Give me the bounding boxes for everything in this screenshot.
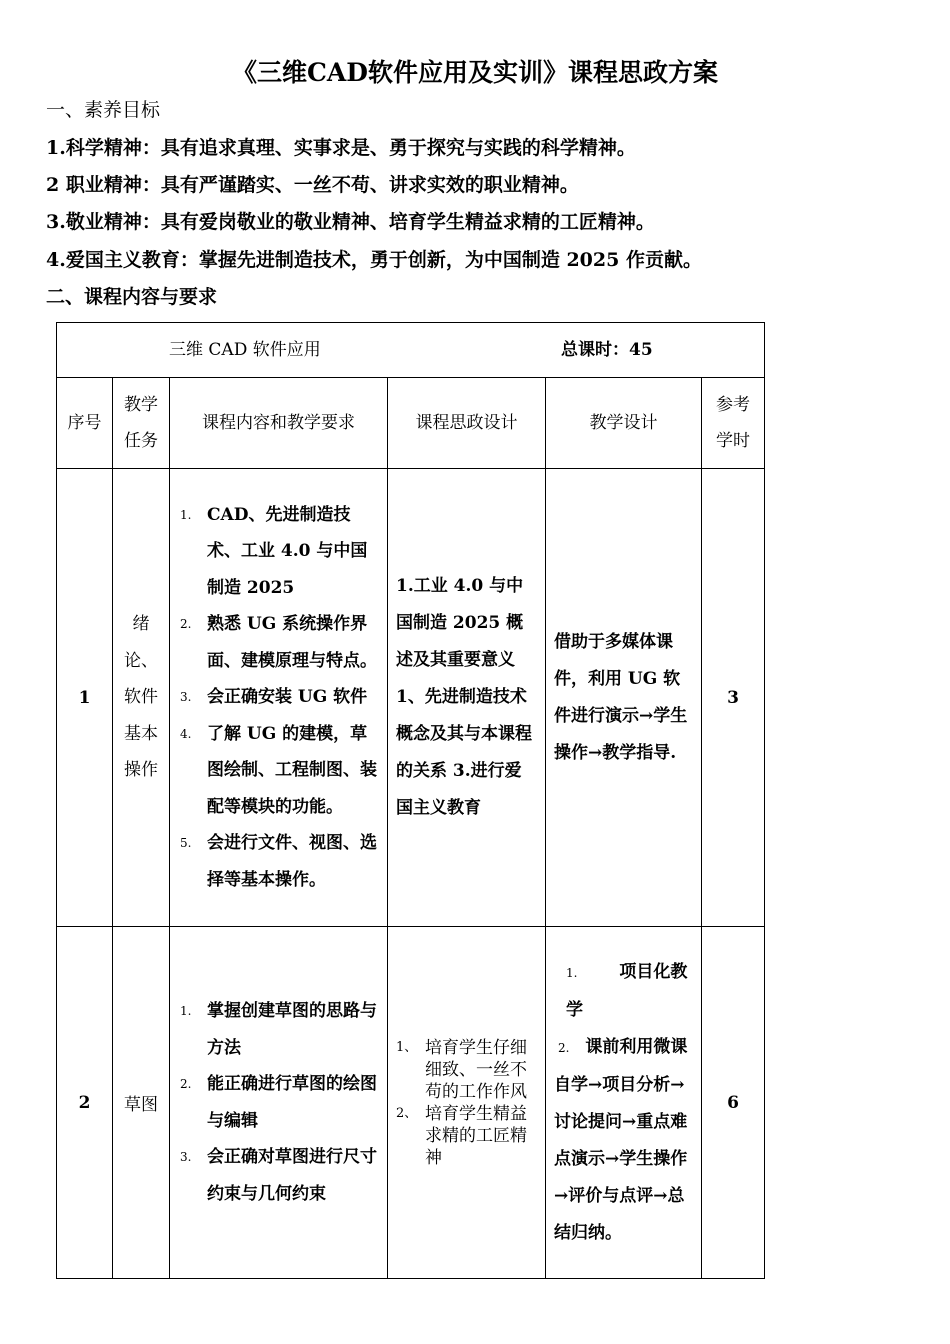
- header-task-line1: 教学: [124, 395, 158, 415]
- header-task: [113, 378, 170, 469]
- total-hours: 总课时：45: [561, 340, 653, 360]
- row-task-line: 基本: [124, 723, 158, 744]
- table-header-row: [57, 378, 765, 469]
- list-text: 课前利用微课自学→项目分析→讨论提问→重点难点演示→学生操作→评价与点评→总结归纳。: [554, 1036, 688, 1243]
- list-text: 培育学生仔细细致、一丝不苟的工作作风: [425, 1037, 527, 1102]
- row-ideo: [388, 927, 546, 1279]
- header-content: 课程内容和教学要求: [170, 378, 388, 469]
- list-item: [170, 679, 381, 716]
- list-text: 掌握创建草图的思路与方法: [207, 1001, 377, 1058]
- list-text: 项目化教学: [566, 961, 688, 1020]
- list-text: 培育学生精益求精的工匠精神: [425, 1103, 527, 1168]
- list-item: [170, 716, 381, 826]
- row-task: [113, 469, 170, 927]
- ideo-list: [388, 1037, 545, 1169]
- list-number: 4.: [180, 726, 192, 741]
- row-design: [546, 927, 702, 1279]
- list-item: [170, 825, 381, 898]
- goal-patriotism: 4.爱国主义教育：掌握先进制造技术，勇于创新，为中国制造 2025 作贡献。: [46, 249, 702, 271]
- row-no: 2: [57, 927, 113, 1279]
- list-number: 5.: [180, 836, 192, 851]
- list-item: [170, 497, 381, 607]
- list-number: 2.: [558, 1040, 570, 1055]
- list-number: 2.: [180, 617, 192, 632]
- list-text: CAD、先进制造技术、工业 4.0 与中国制造 2025: [207, 504, 368, 598]
- row-content: [170, 927, 388, 1279]
- table-row: [57, 927, 765, 1279]
- course-name: 三维 CAD 软件应用: [169, 340, 321, 360]
- list-text: 熟悉 UG 系统操作界面、建模原理与特点。: [207, 614, 377, 671]
- list-number: 1.: [180, 1004, 192, 1018]
- list-item: [170, 606, 381, 679]
- list-text: 会进行文件、视图、选择等基本操作。: [207, 833, 377, 890]
- header-ideo: 课程思政设计: [388, 378, 546, 469]
- row-task-line: 软件: [124, 687, 158, 708]
- row-task-line: 操作: [124, 760, 158, 781]
- course-table: [56, 322, 765, 1279]
- goal-science: 1.科学精神：具有追求真理、实事求是、勇于探究与实践的科学精神。: [46, 137, 636, 159]
- list-number: 1.: [566, 965, 578, 980]
- design-item: [554, 1029, 693, 1252]
- list-number: 2.: [180, 1077, 192, 1091]
- header-no: 序号: [57, 378, 113, 469]
- row-task-line: 绪: [132, 614, 150, 635]
- list-text: 了解 UG 的建模，草图绘制、工程制图、装配等模块的功能。: [207, 723, 377, 817]
- list-number: 3.: [180, 1150, 192, 1164]
- row-content: [170, 469, 388, 927]
- goal-dedication: 3.敬业精神：具有爱岗敬业的敬业精神、培育学生精益求精的工匠精神。: [46, 211, 655, 233]
- list-item: [170, 1139, 381, 1212]
- list-number: 2、: [396, 1105, 418, 1121]
- content-list: [170, 497, 387, 899]
- list-item: [388, 1103, 539, 1169]
- header-design: 教学设计: [546, 378, 702, 469]
- content-list: [170, 993, 387, 1212]
- list-text: 会正确对草图进行尺寸约束与几何约束: [207, 1147, 377, 1204]
- row-ideo: 1.工业 4.0 与中国制造 2025 概述及其重要意义 1、先进制造技术概念及其与本课程的关系 3.进行爱国主义教育: [388, 469, 546, 927]
- table-banner: [57, 323, 765, 378]
- list-text: 能正确进行草图的绘图与编辑: [207, 1074, 377, 1131]
- list-item: [388, 1037, 539, 1103]
- list-item: [170, 993, 381, 1066]
- list-text: 会正确安装 UG 软件: [207, 687, 368, 708]
- row-hours: 3: [702, 469, 765, 927]
- list-number: 1、: [396, 1039, 418, 1055]
- section-heading-goals: 一、素养目标: [46, 99, 161, 121]
- header-task-line2: 任务: [124, 431, 158, 451]
- list-number: 1.: [180, 507, 192, 522]
- page-title: 《三维CAD软件应用及实训》课程思政方案: [232, 58, 718, 87]
- list-number: 3.: [180, 690, 192, 705]
- header-hours: [702, 378, 765, 469]
- design-item: [554, 954, 693, 1029]
- row-no: 1: [57, 469, 113, 927]
- goal-professional: 2 职业精神：具有严谨踏实、一丝不苟、讲求实效的职业精神。: [46, 174, 579, 196]
- row-hours: 6: [702, 927, 765, 1279]
- table-row: [57, 469, 765, 927]
- row-task: 草图: [113, 927, 170, 1279]
- list-item: [170, 1066, 381, 1139]
- section-heading-content: 二、课程内容与要求: [46, 286, 218, 308]
- row-task-line: 论、: [124, 650, 158, 671]
- header-hours-line2: 学时: [716, 431, 751, 451]
- header-hours-line1: 参考: [716, 395, 751, 415]
- row-design: 借助于多媒体课件，利用 UG 软件进行演示→学生操作→教学指导.: [546, 469, 702, 927]
